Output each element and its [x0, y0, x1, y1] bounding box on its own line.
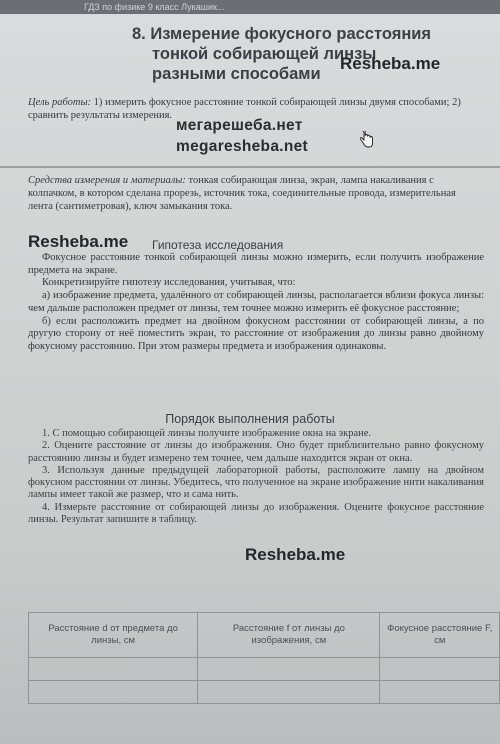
- title-line-2: тонкой собирающей линзы: [152, 45, 377, 63]
- table-cell-f[interactable]: [198, 681, 380, 704]
- goal-text: 1) измерить фокусное расстояние тонкой собирающей линзы двумя способами; 2) сравнить результаты измерения.: [28, 97, 461, 121]
- hypothesis-p2: Конкретизируйте гипотезу исследования, учитывая, что:: [42, 277, 296, 289]
- header-focal-length: Фокусное расстояние F, см: [380, 613, 500, 658]
- table-row: [29, 681, 500, 704]
- watermark-resheba-middle[interactable]: Resheba.me: [28, 232, 129, 251]
- hypothesis-item-b: б) если расположить предмет на двойном фокусном расстоянии от собирающей линзы, а по другую сторону от неё поместить экран, то расстояние от изображения до линзы равно двойному фокусному расстоянию. При этом размеры предмета и изображения одинаковы.: [28, 315, 484, 352]
- watermark-megaresheba-en[interactable]: megaresheba.net: [176, 138, 308, 155]
- table-cell-d[interactable]: [29, 658, 198, 681]
- title-line-3: разными способами: [152, 65, 321, 83]
- procedure-step-4: 4. Измерьте расстояние от собирающей линзы до изображения. Оцените фокусное расстояние линзы. Результат запишите в таблицу.: [28, 501, 484, 526]
- procedure-step-2: 2. Оцените расстояние от линзы до изображения. Оно будет приблизительно равно фокусному расстоянию линзы и будет измерено тем точнее, чем дальше находится экран от окна.: [28, 440, 484, 464]
- header-distance-f: Расстояние f от линзы до изображения, см: [198, 613, 380, 658]
- materials-label: Средства измерения и материалы:: [28, 175, 186, 186]
- table-header-row: [29, 613, 500, 658]
- watermark-resheba-top[interactable]: Resheba.me: [340, 54, 441, 73]
- header-distance-d: Расстояние d от предмета до линзы, см: [29, 613, 198, 658]
- materials-paragraph: [28, 174, 478, 213]
- goal-label: Цель работы:: [28, 97, 92, 108]
- browser-top-strip: ГДЗ по физике 9 класс Лукашик...: [0, 0, 500, 14]
- procedure-heading: Порядок выполнения работы: [165, 412, 335, 426]
- hand-cursor-icon: [360, 131, 373, 148]
- results-table: [28, 612, 500, 704]
- table-row: [29, 658, 500, 681]
- section-divider: [0, 166, 500, 168]
- table-cell-F[interactable]: [380, 658, 500, 681]
- table-cell-F[interactable]: [380, 681, 500, 704]
- watermark-megaresheba-ru[interactable]: мегарешеба.нет: [176, 117, 303, 134]
- procedure-section: [28, 428, 484, 526]
- hypothesis-p1: Фокусное расстояние тонкой собирающей линзы можно измерить, если получить изображение предмета на экране.: [28, 252, 484, 276]
- table-cell-d[interactable]: [29, 681, 198, 704]
- hypothesis-section: [28, 252, 484, 354]
- table-cell-f[interactable]: [198, 658, 380, 681]
- title-line-1: 8. Измерение фокусного расстояния: [132, 25, 432, 43]
- hypothesis-item-a: а) изображение предмета, удалённого от собирающей линзы, располагается вблизи фокуса линзы: чем дальше расположен предмет от линзы, тем точнее можно измерить её фокусное расстояние;: [28, 290, 484, 314]
- procedure-step-3: 3. Используя данные предыдущей лабораторной работы, расположите лампу на двойном фокусном расстоянии от линзы. Убедитесь, что полученное на экране изображение нити накаливания лампы имеет такой же размер, что и сама нить.: [28, 464, 484, 501]
- hypothesis-heading: Гипотеза исследования: [152, 238, 284, 252]
- materials-text: тонкая собирающая линза, экран, лампа накаливания с колпачком, в котором сделана прорезь, источник тока, соединительные провода, измерительная лента (сантиметровая), ключ замыкания тока.: [28, 175, 456, 212]
- procedure-step-1: 1. С помощью собирающей линзы получите изображение окна на экране.: [42, 428, 372, 439]
- textbook-page: [0, 14, 500, 744]
- watermark-resheba-bottom[interactable]: Resheba.me: [245, 545, 346, 564]
